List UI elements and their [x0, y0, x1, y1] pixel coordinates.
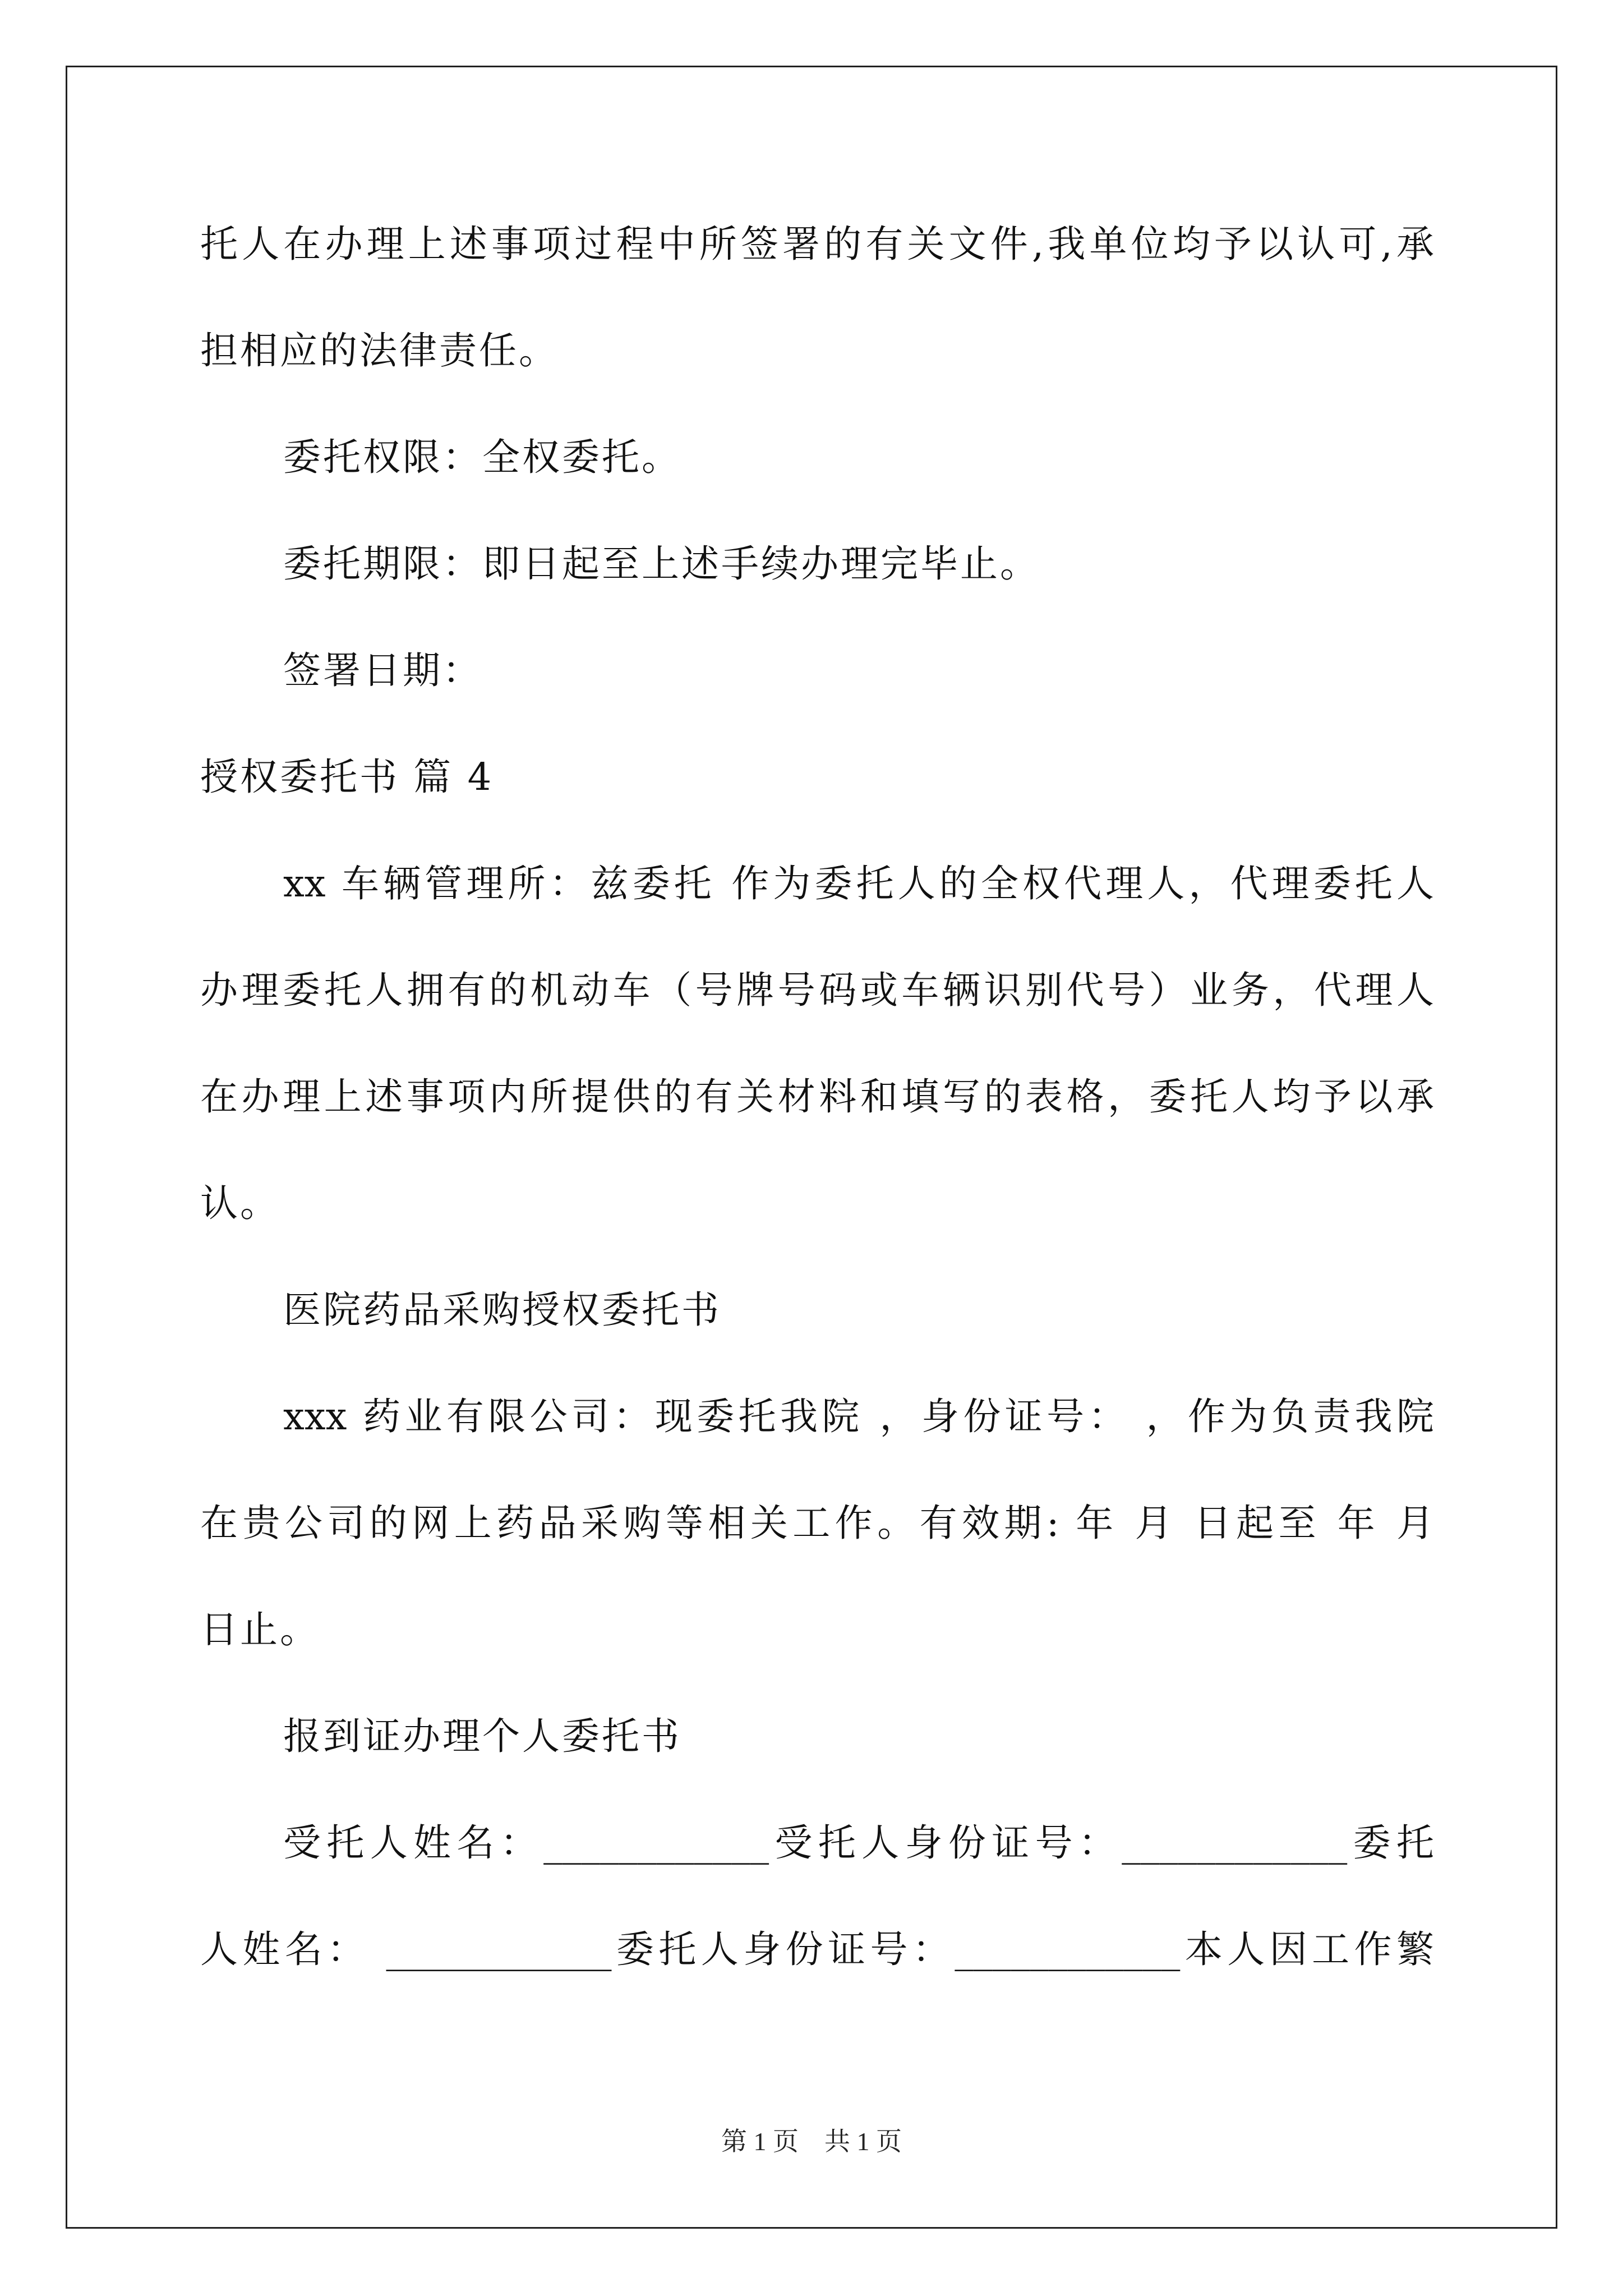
- paragraph-line: 办理委托人拥有的机动车（号牌号码或车辆识别代号）业务，代理人: [200, 968, 1434, 1012]
- form-line: 受托人姓名：____________受托人身份证号：____________委托: [283, 1821, 1434, 1865]
- paragraph-line: 托人在办理上述事项过程中所签署的有关文件,我单位均予以认可,承: [200, 222, 1434, 266]
- subsection-heading: 报到证办理个人委托书: [283, 1714, 681, 1758]
- paragraph-line: 委托期限：即日起至上述手续办理完毕止。: [283, 542, 1040, 586]
- page-border: [66, 66, 1557, 2229]
- paragraph-line: 委托权限：全权委托。: [283, 435, 681, 479]
- section-heading: 授权委托书 篇 4: [200, 755, 494, 799]
- paragraph-line: xxx 药业有限公司：现委托我院 ，身份证号： ，作为负责我院: [283, 1395, 1434, 1438]
- paragraph-line: 担相应的法律责任。: [200, 329, 559, 372]
- paragraph-line: xx 车辆管理所：兹委托 作为委托人的全权代理人，代理委托人: [283, 862, 1434, 905]
- paragraph-line: 认。: [200, 1181, 280, 1225]
- paragraph-line: 在办理上述事项内所提供的有关材料和填写的表格，委托人均予以承: [200, 1075, 1434, 1119]
- form-line: 人姓名： ____________委托人身份证号：____________本人因工作繁: [200, 1927, 1434, 1971]
- paragraph-line: 日止。: [200, 1608, 320, 1651]
- subsection-heading: 医院药品采购授权委托书: [283, 1288, 721, 1332]
- page-footer: 第 1 页 共 1 页: [721, 2127, 902, 2156]
- paragraph-line: 在贵公司的网上药品采购等相关工作。有效期: 年 月 日起至 年 月: [200, 1501, 1434, 1545]
- paragraph-line: 签署日期：: [283, 648, 482, 692]
